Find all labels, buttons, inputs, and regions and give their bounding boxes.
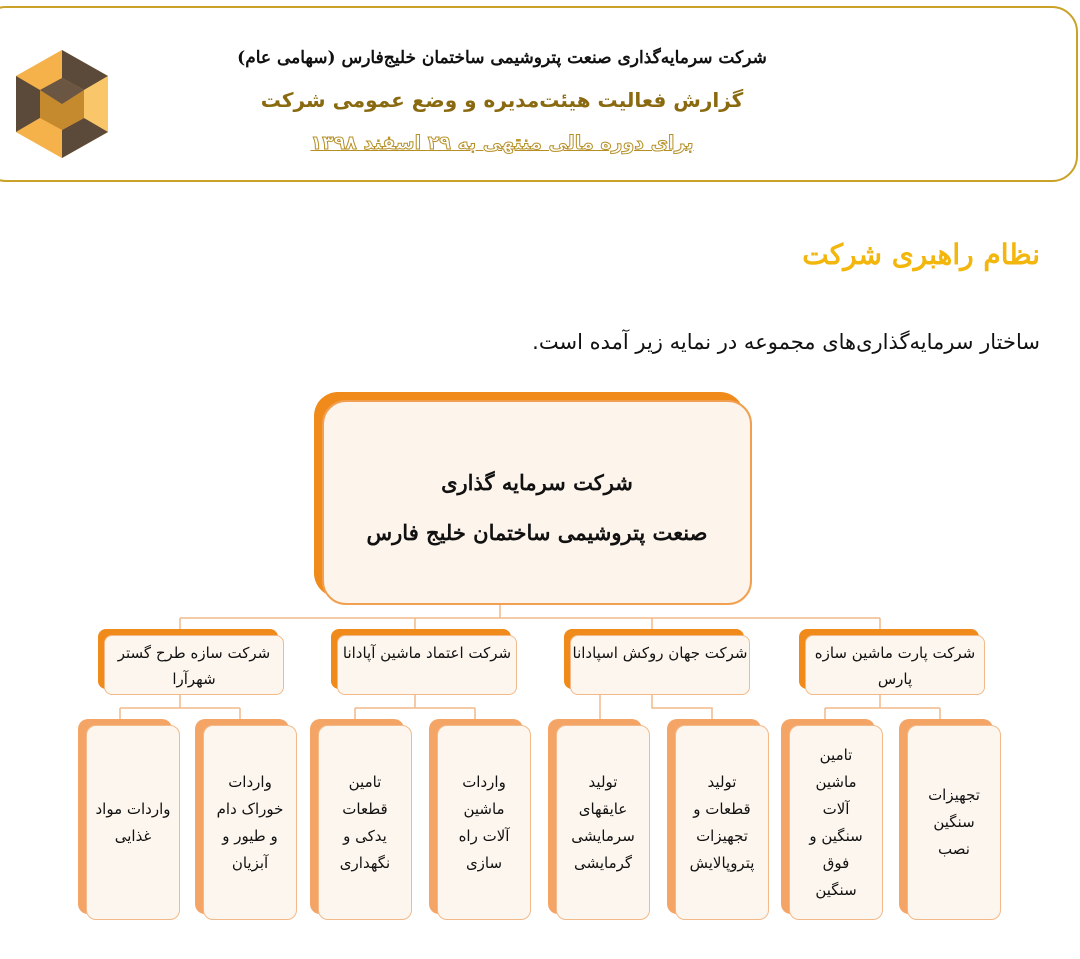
- company-box-jahan: شرکت جهان روکش اسپادانا: [570, 635, 750, 695]
- activity-box: واردات ماشین آلات راه سازی: [437, 725, 531, 920]
- company-box-part: شرکت پارت ماشین سازه پارس: [805, 635, 985, 695]
- company-box-etemad: شرکت اعتماد ماشین آپادانا: [337, 635, 517, 695]
- company-name: شرکت سرمایه‌گذاری صنعت پتروشیمی ساختمان خلیج‌فارس (سهامی عام): [237, 48, 767, 68]
- activity-box: تولید عایقهای سرمایشی گرمایشی: [556, 725, 650, 920]
- activity-box: تامین ماشین آلات سنگین و فوق سنگین: [789, 725, 883, 920]
- activity-box: تولید قطعات و تجهیزات پتروپالایش: [675, 725, 769, 920]
- activity-box: واردات خوراک دام و طیور و آبزیان: [203, 725, 297, 920]
- report-header: [0, 6, 1078, 182]
- activity-box: تجهیزات سنگین نصب: [907, 725, 1001, 920]
- root-company-box: [322, 400, 752, 605]
- org-chart: [0, 390, 1080, 959]
- intro-paragraph: ساختار سرمایه‌گذاری‌های مجموعه در نمایه زیر آمده است.: [532, 330, 1040, 354]
- report-title: گزارش فعالیت هیئت‌مدیره و وضع عمومی شرکت: [260, 88, 744, 112]
- company-box-sazeh: شرکت سازه طرح گستر شهرآرا: [104, 635, 284, 695]
- activity-box: واردات مواد غذایی: [86, 725, 180, 920]
- company-logo-icon: [12, 48, 112, 160]
- root-company-line1: شرکت سرمایه گذاری: [441, 470, 633, 495]
- activity-box: تامین قطعات یدکی و نگهداری: [318, 725, 412, 920]
- report-period: برای دوره مالی منتهی به ۲۹ اسفند ۱۳۹۸: [310, 132, 694, 154]
- section-title: نظام راهبری شرکت: [802, 238, 1040, 271]
- root-company-line2: صنعت پتروشیمی ساختمان خلیج فارس: [366, 520, 708, 545]
